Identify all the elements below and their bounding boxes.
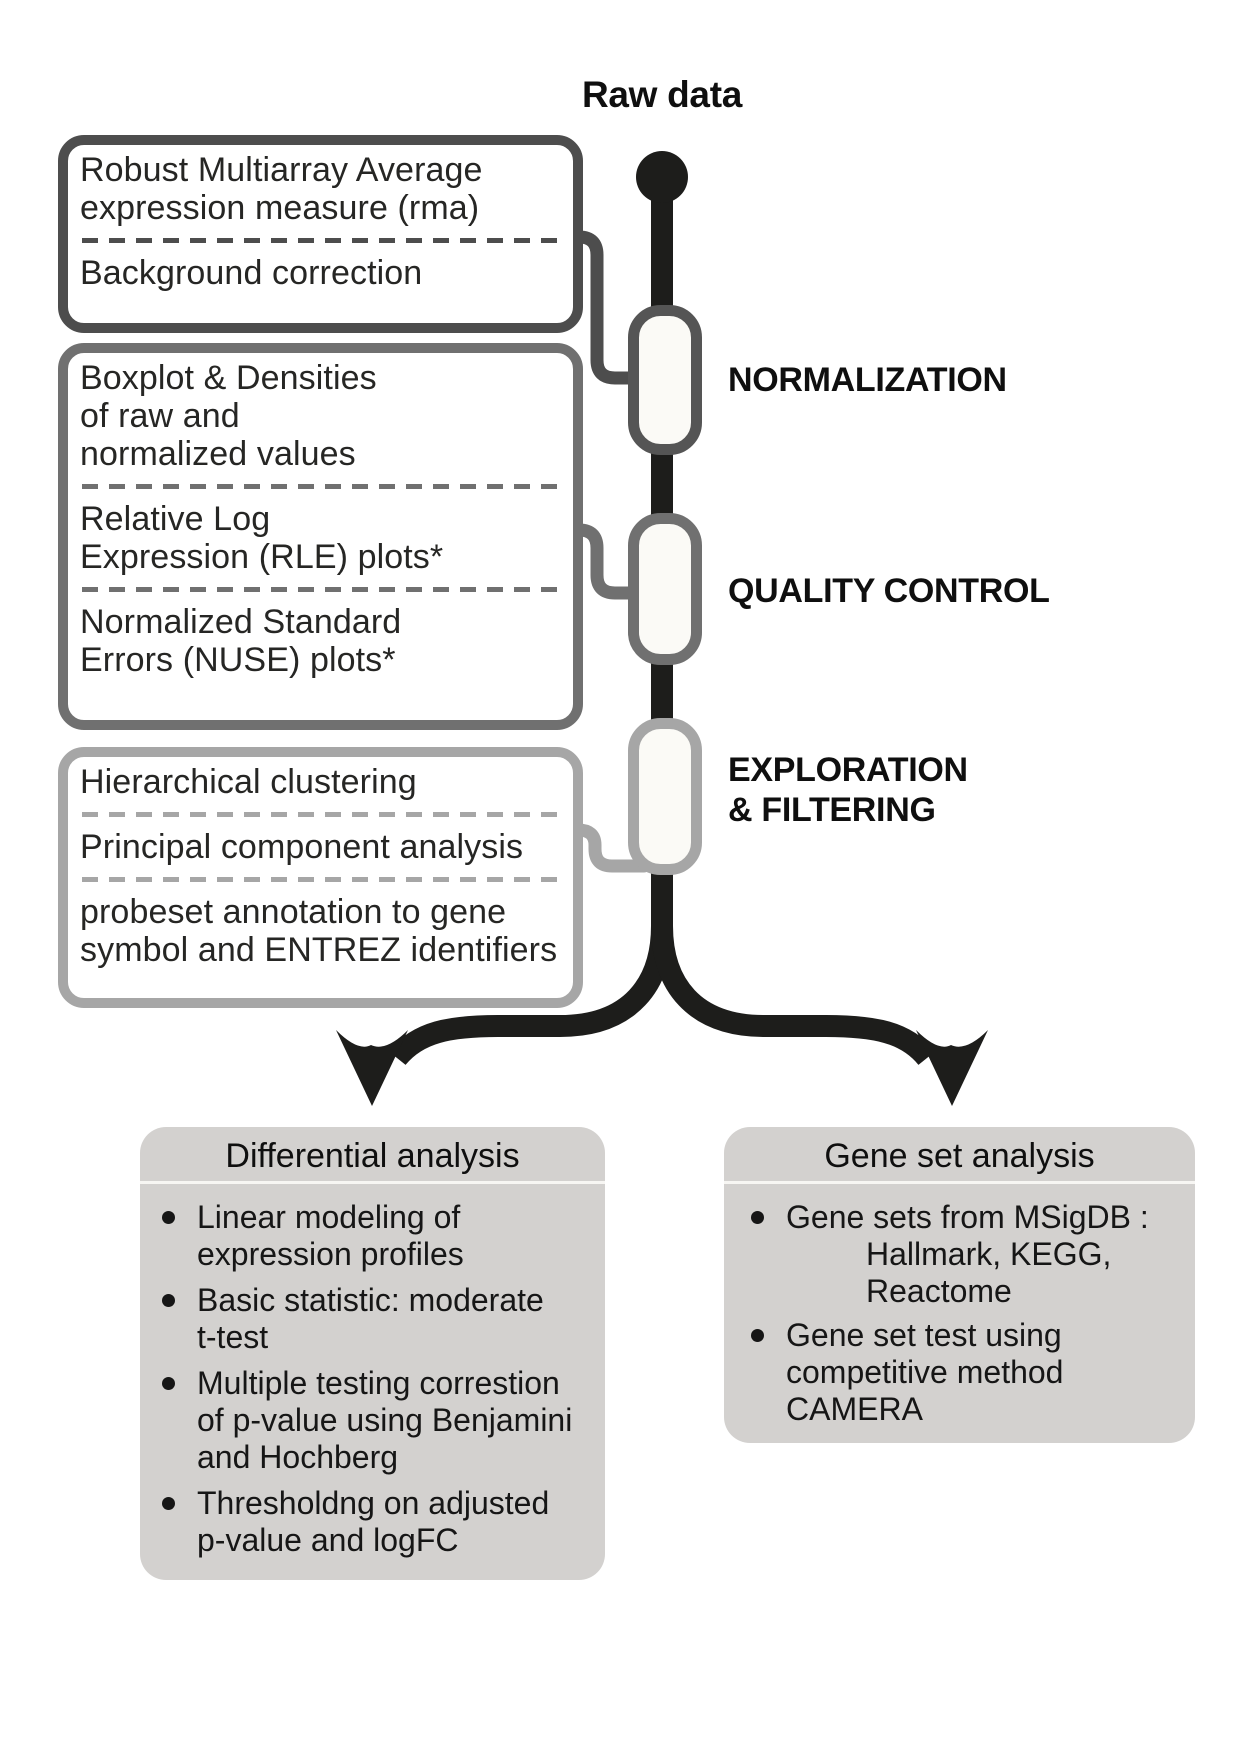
gene-set-analysis-panel	[724, 1127, 1195, 1443]
raw-data-node-dot	[636, 151, 688, 203]
differential-analysis-panel	[140, 1127, 605, 1580]
step-text: Background correction	[80, 254, 423, 292]
item-line: Thresholdng on adjusted	[197, 1485, 550, 1521]
item-line: p-value and logFC	[197, 1522, 459, 1558]
bullet-list	[140, 1199, 605, 1559]
item-line: CAMERA	[786, 1391, 923, 1427]
bullet-list	[724, 1199, 1195, 1428]
dashed-divider	[82, 587, 559, 592]
list-item	[786, 1199, 1181, 1310]
normalization-node	[634, 311, 697, 450]
raw-data-label: Raw data	[581, 74, 743, 115]
panel-title: Differential analysis	[140, 1127, 605, 1184]
list-item	[197, 1485, 591, 1559]
step-text: Robust Multiarray Average	[80, 151, 483, 189]
list-item	[197, 1365, 591, 1476]
step-text: expression measure (rma)	[80, 189, 480, 227]
stage-label-line: & FILTERING	[728, 791, 936, 829]
arrow-down-left-icon	[336, 1030, 408, 1106]
quality-control-node	[634, 519, 697, 660]
stage-label-quality-control: QUALITY CONTROL	[728, 572, 1050, 610]
step-text: Expression (RLE) plots*	[80, 538, 444, 576]
step-text: Boxplot & Densities	[80, 359, 377, 397]
step-text: Errors (NUSE) plots*	[80, 641, 396, 679]
item-line: competitive method	[786, 1354, 1064, 1390]
normalization-steps-box	[58, 135, 583, 333]
item-line: Gene sets from MSigDB :	[786, 1199, 1149, 1235]
dashed-divider	[82, 812, 559, 817]
exploration-node	[634, 724, 697, 870]
item-line: and Hochberg	[197, 1439, 399, 1475]
step-text: normalized values	[80, 435, 356, 473]
item-line: of p-value using Benjamini	[197, 1402, 573, 1438]
quality-control-steps-box	[58, 343, 583, 730]
item-line: Multiple testing correstion	[197, 1365, 560, 1401]
step-text: probeset annotation to gene	[80, 893, 507, 931]
branch-right-line	[662, 926, 927, 1058]
step-text: of raw and	[80, 397, 240, 435]
item-line: Hallmark, KEGG,	[866, 1236, 1112, 1272]
stage-label-line: EXPLORATION	[728, 751, 968, 789]
dashed-divider	[82, 484, 559, 489]
exploration-steps-box	[58, 747, 583, 1008]
step-text: Hierarchical clustering	[80, 763, 417, 801]
dashed-divider	[82, 238, 559, 243]
stage-label-normalization: NORMALIZATION	[728, 361, 1007, 399]
item-line: Linear modeling of	[197, 1199, 461, 1235]
step-text: Principal component analysis	[80, 828, 524, 866]
list-item	[197, 1199, 591, 1273]
step-text: Normalized Standard	[80, 603, 402, 641]
step-text: symbol and ENTREZ identifiers	[80, 931, 558, 969]
list-item	[197, 1282, 591, 1356]
item-line: Gene set test using	[786, 1317, 1062, 1353]
item-line: expression profiles	[197, 1236, 464, 1272]
arrow-down-right-icon	[916, 1030, 988, 1106]
item-line: Reactome	[866, 1273, 1012, 1309]
dashed-divider	[82, 877, 559, 882]
item-line: Basic statistic: moderate	[197, 1282, 544, 1318]
item-line: t-test	[197, 1319, 269, 1355]
panel-title: Gene set analysis	[724, 1127, 1195, 1184]
step-text: Relative Log	[80, 500, 271, 538]
list-item	[786, 1317, 1181, 1428]
stage-label-exploration-filtering	[728, 750, 968, 830]
